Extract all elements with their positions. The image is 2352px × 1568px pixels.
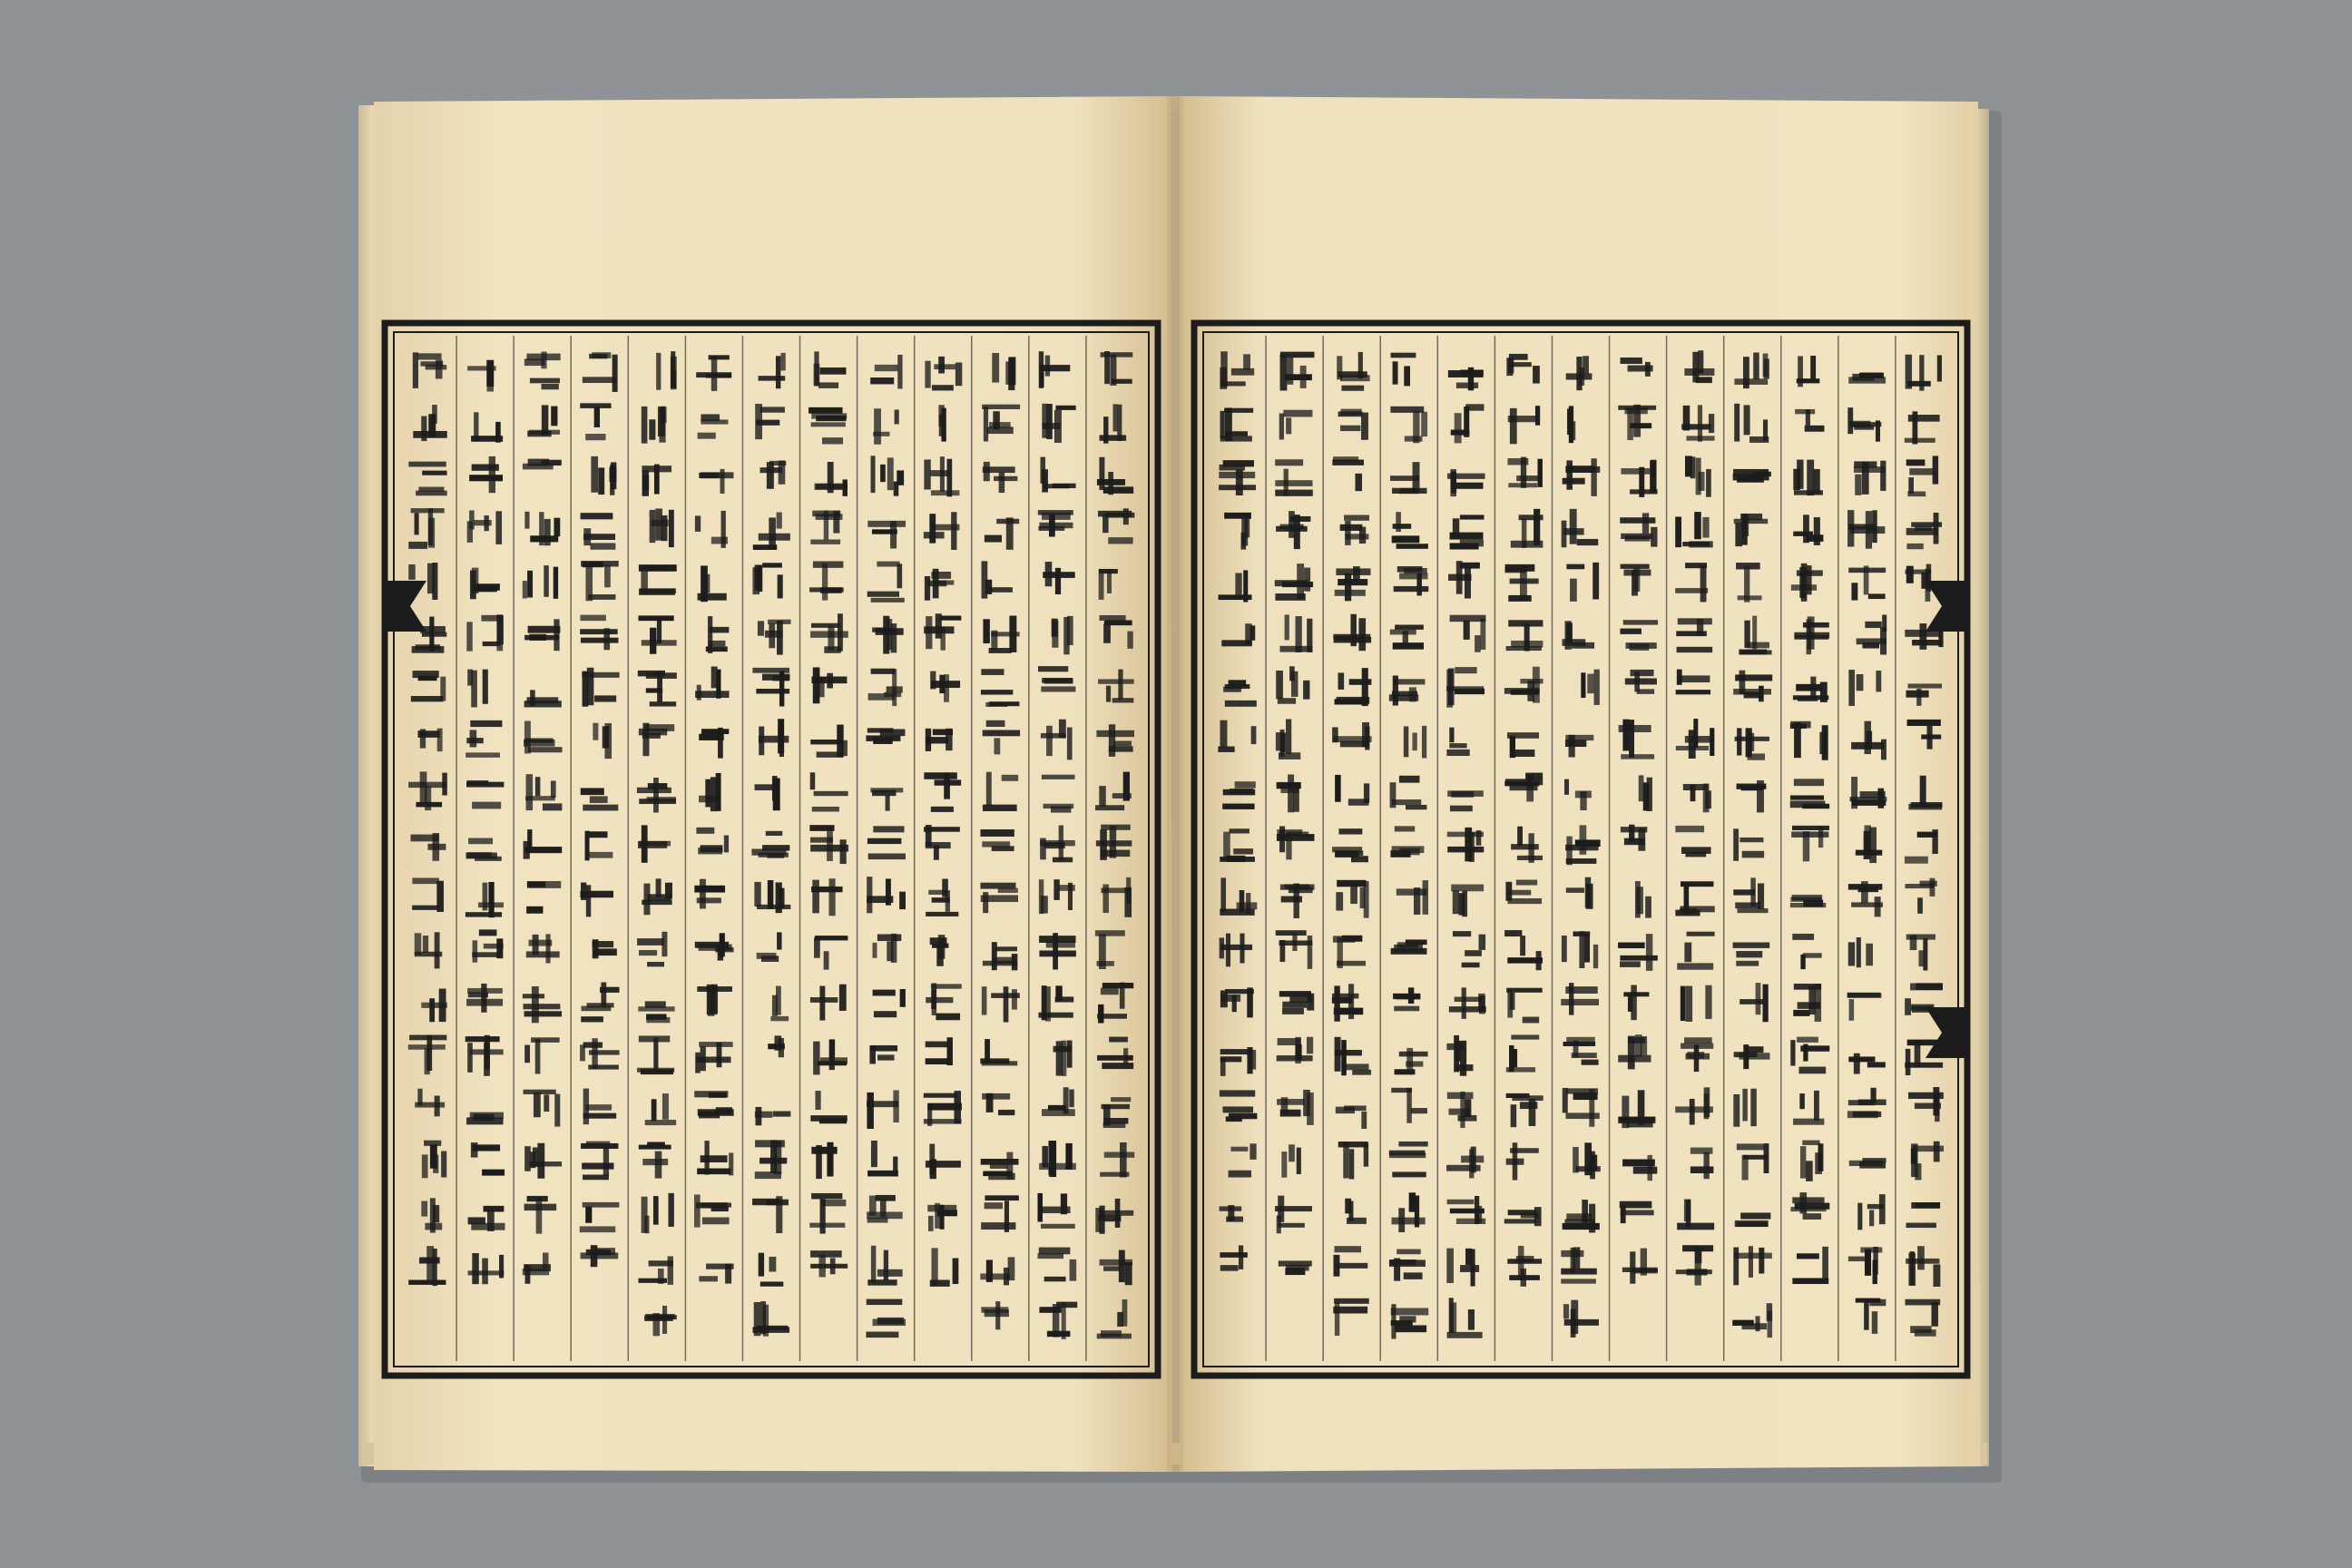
glyph-mark <box>1096 825 1132 860</box>
spine-gutter <box>1167 96 1183 1472</box>
glyph-mark <box>1733 1089 1757 1127</box>
glyph-mark <box>1335 566 1371 601</box>
glyph-mark <box>1793 984 1821 1022</box>
glyph-mark <box>938 405 946 441</box>
glyph-mark <box>1790 895 1826 907</box>
glyph-mark <box>1848 373 1886 384</box>
glyph-mark <box>466 1112 504 1125</box>
glyph-mark <box>1219 460 1256 495</box>
glyph-mark <box>1279 614 1312 652</box>
glyph-mark <box>924 1091 962 1126</box>
